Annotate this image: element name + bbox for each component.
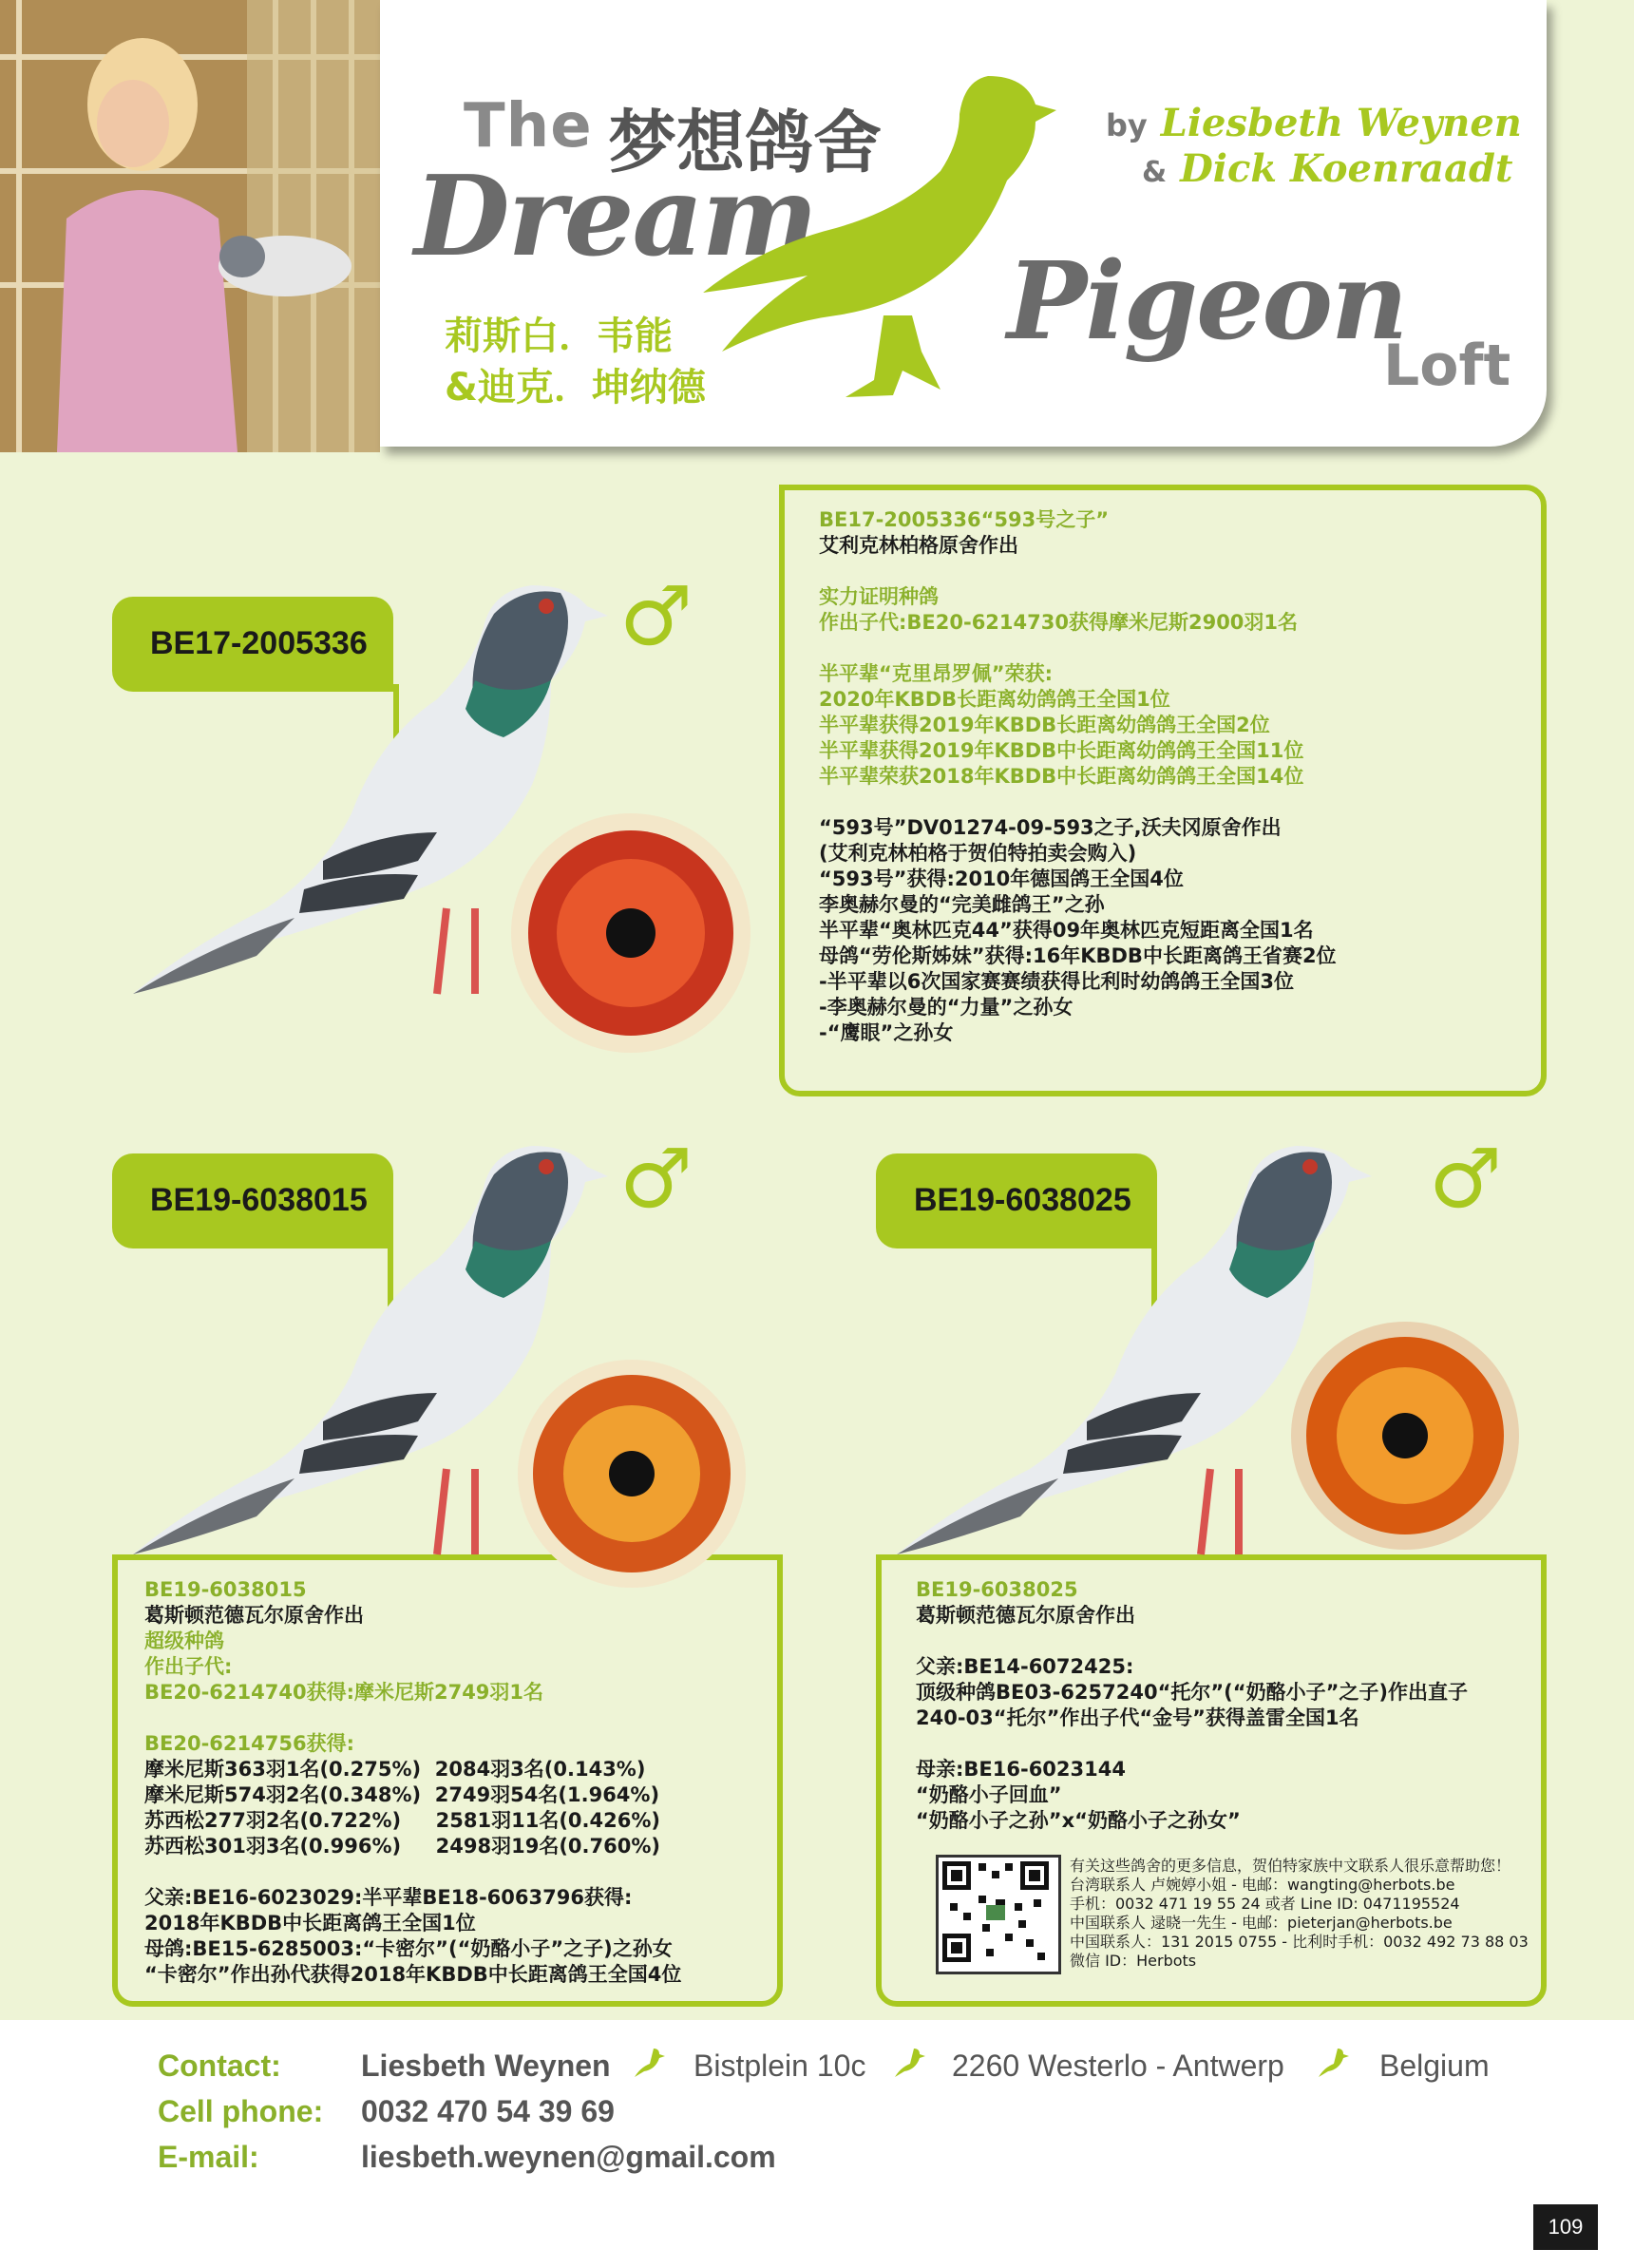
pedigree-line — [916, 1629, 1468, 1654]
page-number: 109 — [1533, 2204, 1598, 2250]
email-label: E-mail: — [158, 2140, 259, 2174]
pedigree-line — [916, 1731, 1468, 1757]
pedigree-line: 苏西松277羽2名(0.722%) 2581羽11名(0.426%) — [144, 1809, 660, 1832]
ampersand: & — [1142, 156, 1168, 189]
male-symbol-2: ♂ — [619, 1132, 694, 1227]
pedigree-line: “奶酪小子之孙”x“奶酪小子之孙女” — [916, 1809, 1241, 1832]
owner-1-name: Liesbeth Weynen — [1160, 101, 1522, 145]
pedigree-line: BE20-6214756获得: — [144, 1732, 354, 1755]
ring-number-2: BE19-6038015 — [150, 1182, 368, 1218]
pedigree-text-2 — [144, 1577, 681, 1988]
chinese-contact-block — [1070, 1857, 1529, 1971]
pedigree-line: 摩米尼斯574羽2名(0.348%) 2749羽54名(1.964%) — [144, 1783, 660, 1806]
pedigree-line: “593号”DV01274-09-593之子,沃夫冈原舍作出 — [819, 816, 1282, 839]
chinese-contact-line: 中国联系人 逯晓一先生 - 电邮：pieterjan@herbots.be — [1070, 1914, 1453, 1932]
pedigree-line: 半平辈获得2019年KBDB长距离幼鸽鸽王全国2位 — [819, 714, 1270, 736]
logo-chinese-title: 梦想鸽舍 — [608, 103, 883, 182]
pedigree-line: 父亲:BE14-6072425: — [916, 1655, 1134, 1678]
pedigree-line — [819, 559, 1337, 584]
pedigree-line: (艾利克林柏格于贺伯特拍卖会购入) — [819, 842, 1137, 865]
male-symbol-1: ♂ — [619, 569, 694, 664]
pedigree-line — [819, 636, 1337, 661]
pedigree-line: BE20-6214740获得:摩米尼斯2749羽1名 — [144, 1681, 544, 1704]
address-street: Bistplein 10c — [694, 2049, 866, 2083]
pedigree-line: BE17-2005336“593号之子” — [819, 508, 1110, 531]
chinese-names-line-1: 莉斯白．韦能 — [445, 314, 673, 358]
pedigree-line: 顶级种鸽BE03-6257240“托尔”(“奶酪小子”之子)作出直子 — [916, 1681, 1468, 1704]
address-city: 2260 Westerlo - Antwerp — [952, 2049, 1284, 2083]
pedigree-line: 半平辈“奥林匹克44”获得09年奥林匹克短距离全国1名 — [819, 919, 1314, 942]
owners-line-2 — [1142, 146, 1512, 191]
pigeon-bullet-icon — [1315, 2045, 1351, 2085]
pedigree-line: 艾利克林柏格原舍作出 — [819, 534, 1018, 557]
pedigree-line: 葛斯顿范德瓦尔原舍作出 — [916, 1604, 1135, 1627]
qr-code[interactable] — [936, 1855, 1061, 1974]
pedigree-line: 母鸽“劳伦斯姊妹”获得:16年KBDB中长距离鸽王省赛2位 — [819, 944, 1337, 967]
pedigree-line: “593号”获得:2010年德国鸽王全国4位 — [819, 867, 1184, 890]
cell-label: Cell phone: — [158, 2094, 324, 2128]
male-symbol-3: ♂ — [1429, 1132, 1503, 1227]
chinese-contact-line: 有关这些鸽舍的更多信息，贺伯特家族中文联系人很乐意帮助您！ — [1070, 1857, 1511, 1875]
chinese-contact-line: 微信 ID：Herbots — [1070, 1952, 1197, 1970]
pedigree-line: 母鸽:BE15-6285003:“卡密尔”(“奶酪小子”之子)之孙女 — [144, 1937, 673, 1960]
ring-number-1: BE17-2005336 — [150, 625, 368, 661]
eye-photo-3 — [1286, 1317, 1524, 1554]
pedigree-line: 苏西松301羽3名(0.996%) 2498羽19名(0.760%) — [144, 1835, 660, 1858]
owner-2-name: Dick Koenraadt — [1180, 146, 1513, 191]
chinese-contact-line: 手机：0032 471 19 55 24 或者 Line ID: 0471195524 — [1070, 1895, 1460, 1913]
pigeon-bullet-icon — [891, 2045, 927, 2085]
pedigree-line: BE19-6038025 — [916, 1578, 1078, 1601]
pedigree-text-3 — [916, 1577, 1468, 1834]
breeder-photo — [0, 0, 380, 452]
address-country: Belgium — [1379, 2049, 1490, 2083]
pedigree-line: -“鹰眼”之孙女 — [819, 1021, 954, 1044]
pedigree-line: 实力证明种鸽 — [819, 585, 939, 608]
pedigree-line: 李奥赫尔曼的“完美雌鸽王”之孙 — [819, 893, 1105, 916]
eye-photo-1 — [507, 810, 754, 1057]
ring-number-3: BE19-6038025 — [914, 1182, 1131, 1218]
pedigree-line: 作出子代: — [144, 1655, 233, 1678]
pedigree-line — [144, 1706, 681, 1731]
logo-loft: Loft — [1383, 333, 1511, 399]
chinese-contact-line: 中国联系人：131 2015 0755 - 比利时手机：0032 492 73 88 03 — [1070, 1933, 1529, 1951]
owners-line-1 — [1106, 101, 1522, 145]
pedigree-line: 半平辈“克里昂罗佩”荣获: — [819, 662, 1054, 685]
pigeon-bullet-icon — [631, 2045, 667, 2085]
contact-label: Contact: — [158, 2049, 281, 2083]
pedigree-line: -半平辈以6次国家赛赛绩获得比利时幼鸽鸽王全国3位 — [819, 970, 1294, 993]
pedigree-line: 葛斯顿范德瓦尔原舍作出 — [144, 1604, 364, 1627]
pedigree-line: 母亲:BE16-6023144 — [916, 1758, 1126, 1781]
contact-name: Liesbeth Weynen — [361, 2049, 611, 2083]
logo-pigeon: Pigeon — [1007, 239, 1407, 364]
pedigree-line: 作出子代:BE20-6214730获得摩米尼斯2900羽1名 — [819, 611, 1299, 634]
cell-value[interactable]: 0032 470 54 39 69 — [361, 2094, 615, 2128]
pedigree-line: 超级种鸽 — [144, 1630, 224, 1652]
pedigree-line: 2020年KBDB长距离幼鸽鸽王全国1位 — [819, 688, 1170, 711]
pedigree-line: -李奥赫尔曼的“力量”之孙女 — [819, 996, 1074, 1019]
logo-the: The — [464, 91, 593, 162]
chinese-contact-line: 台湾联系人 卢婉婷小姐 - 电邮：wangting@herbots.be — [1070, 1876, 1455, 1894]
pedigree-line: “奶酪小子回血” — [916, 1783, 1062, 1806]
pedigree-line: 240-03“托尔”作出子代“金号”获得盖雷全国1名 — [916, 1706, 1359, 1729]
pedigree-line: 2018年KBDB中长距离鸽王全国1位 — [144, 1912, 476, 1934]
pedigree-line: 摩米尼斯363羽1名(0.275%) 2084羽3名(0.143%) — [144, 1758, 646, 1781]
by-label: by — [1106, 107, 1148, 143]
pedigree-line: 半平辈获得2019年KBDB中长距离幼鸽鸽王全国11位 — [819, 739, 1304, 762]
pedigree-line — [144, 1859, 681, 1885]
pedigree-line: “卡密尔”作出孙代获得2018年KBDB中长距离鸽王全国4位 — [144, 1963, 682, 1986]
eye-photo-2 — [513, 1355, 750, 1592]
pedigree-text-1 — [819, 507, 1337, 1046]
pedigree-line: BE19-6038015 — [144, 1578, 307, 1601]
email-value[interactable]: liesbeth.weynen@gmail.com — [361, 2140, 776, 2174]
logo-dream: Dream — [414, 152, 817, 281]
pedigree-line: 父亲:BE16-6023029:半平辈BE18-6063796获得: — [144, 1886, 633, 1909]
chinese-names-line-2: &迪克．坤纳德 — [445, 366, 706, 410]
pedigree-line: 半平辈荣获2018年KBDB中长距离幼鸽鸽王全国14位 — [819, 765, 1304, 788]
pedigree-line — [819, 790, 1337, 815]
